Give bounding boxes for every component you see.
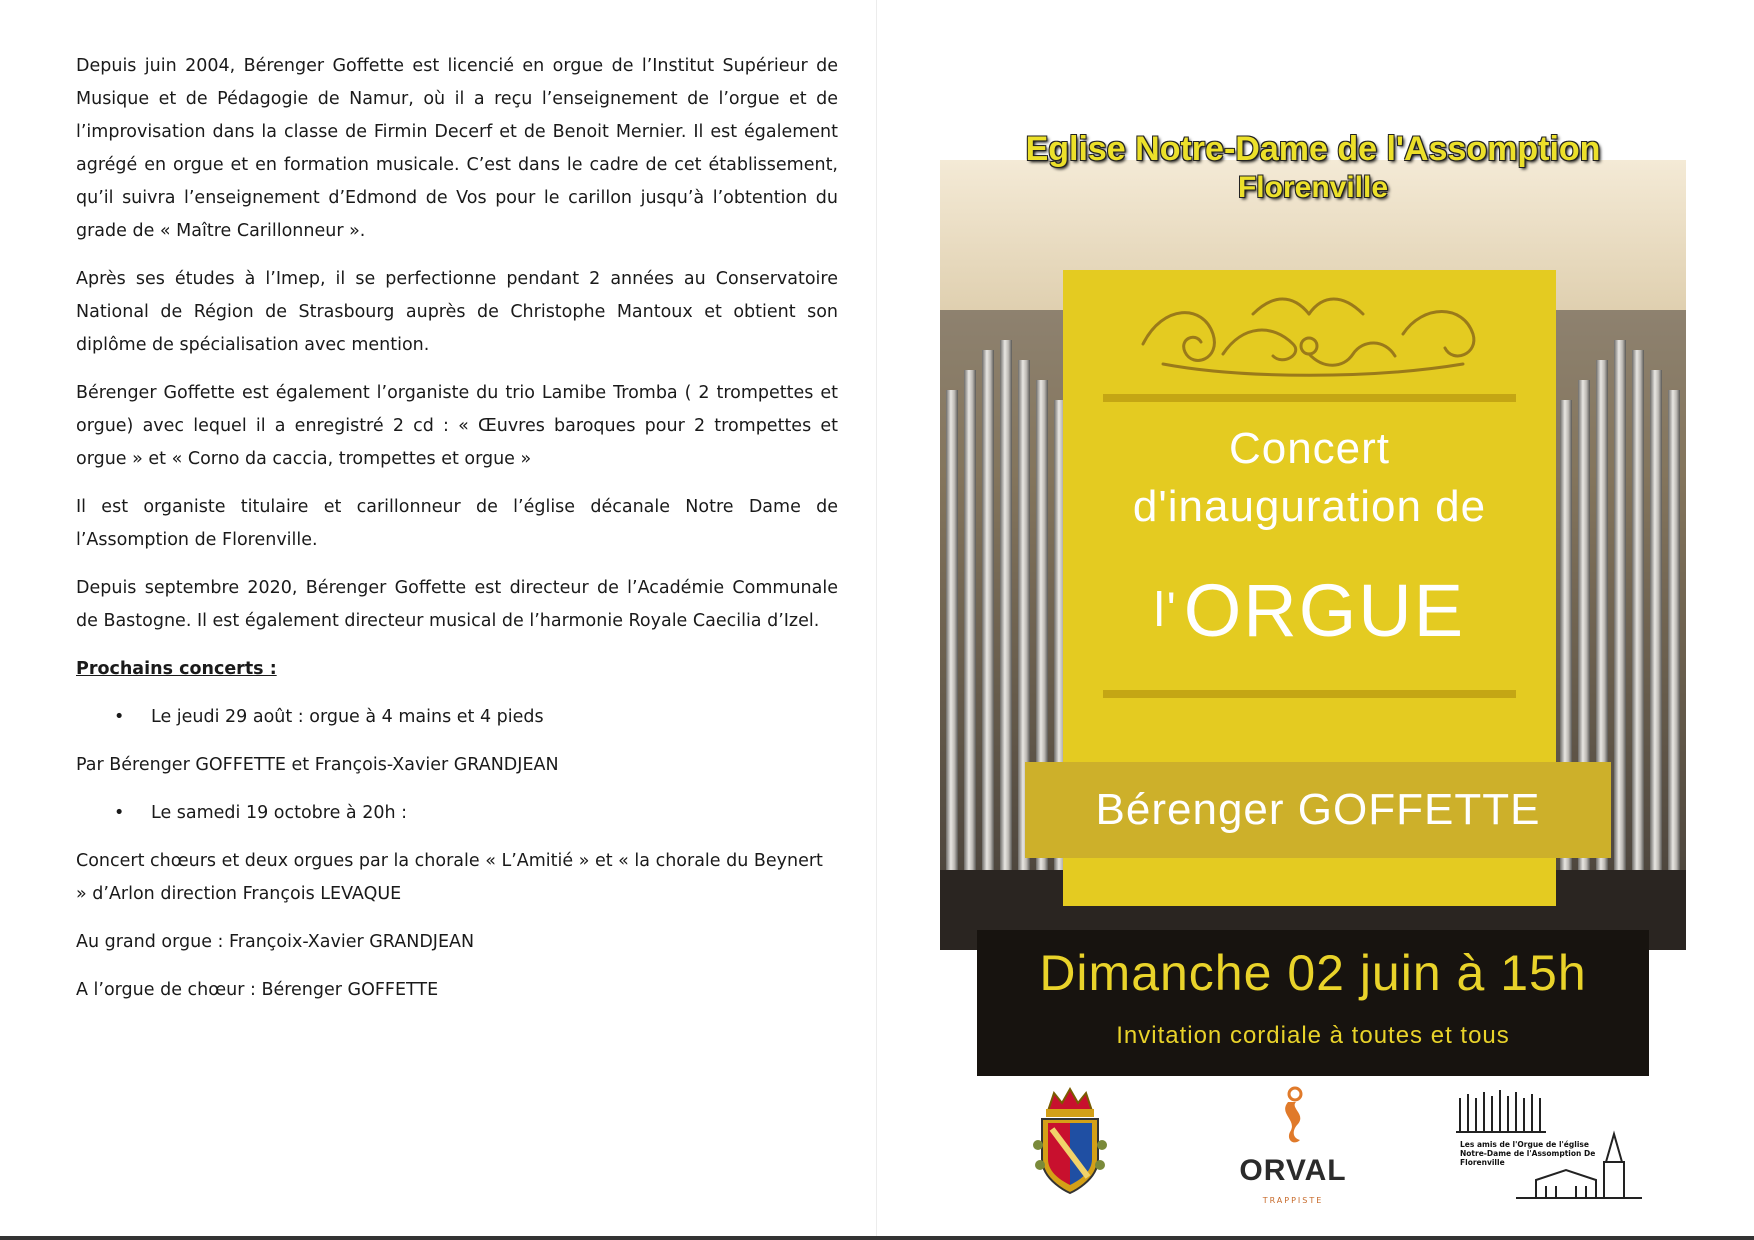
- concert-item-1-text: Le jeudi 29 août : orgue à 4 mains et 4 pieds: [151, 707, 544, 727]
- bullet-dot: •: [114, 803, 125, 823]
- amis-orgue-logo: [1446, 1088, 1646, 1204]
- page-fold: [876, 0, 877, 1240]
- bio-paragraph-1: Depuis juin 2004, Bérenger Goffette est licencié en orgue de l’Institut Supérieur de Musique et de Pédagogie de Namur, où il a reçu l’enseignement de l’orgue et de l’improvisation dans la classe de Firmin Decerf et de Benoit Mernier. Il est également agrégé en orgue et en formation musicale. C’est dans le cadre de cet établissement, qu’il suivra l’enseignement d’Edmond de Vos pour le carillon jusqu’à l’obtention du grade de « Maître Carillonneur ».: [76, 56, 838, 241]
- church-town: Florenville: [1237, 171, 1389, 204]
- flourish-ornament-icon: [1123, 284, 1496, 384]
- artist-name: Bérenger GOFFETTE: [1095, 785, 1541, 834]
- orval-trout-ring-icon: [1228, 1084, 1358, 1154]
- municipal-crest-logo: [1028, 1085, 1112, 1203]
- orgue-choeur-line: A l’orgue de chœur : Bérenger GOFFETTE: [76, 980, 439, 1000]
- bio-paragraph-3: Bérenger Goffette est également l’organiste du trio Lamibe Tromba ( 2 trompettes et orgue) avec lequel il a enregistré 2 cd : « Œuvres baroques pour 2 trompettes et orgue » et « Corno da caccia, trompettes et orgue »: [76, 383, 838, 469]
- orgue-title: [1063, 568, 1556, 653]
- concert-line-2: d'inauguration de: [1132, 482, 1487, 531]
- concert-item-1: [76, 701, 838, 734]
- artist-band: [1025, 762, 1611, 858]
- bio-paragraph-5: Depuis septembre 2020, Bérenger Goffette est directeur de l’Académie Communale de Bastogne. Il est également directeur musical de l’harmonie Royale Caecilia d’Izel.: [76, 578, 838, 631]
- orgue-prefix: l': [1153, 584, 1178, 637]
- panel-divider-bottom: [1103, 690, 1516, 698]
- church-title: [930, 130, 1696, 205]
- concert-item-1-performers: Par Bérenger GOFFETTE et François-Xavier GRANDJEAN: [76, 755, 559, 775]
- invitation-line: Invitation cordiale à toutes et tous: [1116, 1022, 1510, 1049]
- bio-paragraph-4: Il est organiste titulaire et carillonneur de l’église décanale Notre Dame de l’Assomption de Florenville.: [76, 497, 838, 550]
- bullet-dot: •: [114, 707, 125, 727]
- concert-item-2-description: Concert chœurs et deux orgues par la chorale « L’Amitié » et « la chorale du Beynert » d’Arlon direction François LEVAQUE: [76, 851, 823, 904]
- orval-wordmark: ORVAL: [1239, 1154, 1347, 1187]
- panel-divider-top: [1103, 394, 1516, 402]
- concert-item-2: [76, 797, 838, 830]
- church-name: Eglise Notre-Dame de l'Assomption: [1025, 130, 1601, 168]
- orgue-word: ORGUE: [1183, 569, 1466, 652]
- concert-item-2-text: Le samedi 19 octobre à 20h :: [151, 803, 408, 823]
- orval-logo: [1228, 1084, 1358, 1208]
- scan-bottom-edge: [0, 1236, 1754, 1240]
- amis-orgue-caption: Les amis de l'Orgue de l'église Notre-Dame de l'Assomption De Florenville: [1460, 1140, 1596, 1167]
- coat-of-arms-icon: [1028, 1085, 1112, 1203]
- concert-date: Dimanche 02 juin à 15h: [1039, 945, 1587, 1001]
- grand-orgue-line: Au grand orgue : Françoix-Xavier GRANDJEAN: [76, 932, 475, 952]
- bio-paragraph-2: Après ses études à l’Imep, il se perfectionne pendant 2 années au Conservatoire National de Région de Strasbourg auprès de Christophe Mantoux et obtient son diplôme de spécialisation avec mention.: [76, 269, 838, 355]
- upcoming-concerts-heading: Prochains concerts :: [76, 659, 277, 679]
- concert-line-1: Concert: [1228, 424, 1391, 473]
- biography-page: [76, 50, 838, 1022]
- concert-poster: [930, 130, 1696, 1070]
- orval-subtitle: TRAPPISTE: [1262, 1196, 1324, 1205]
- date-bar: [977, 930, 1649, 1076]
